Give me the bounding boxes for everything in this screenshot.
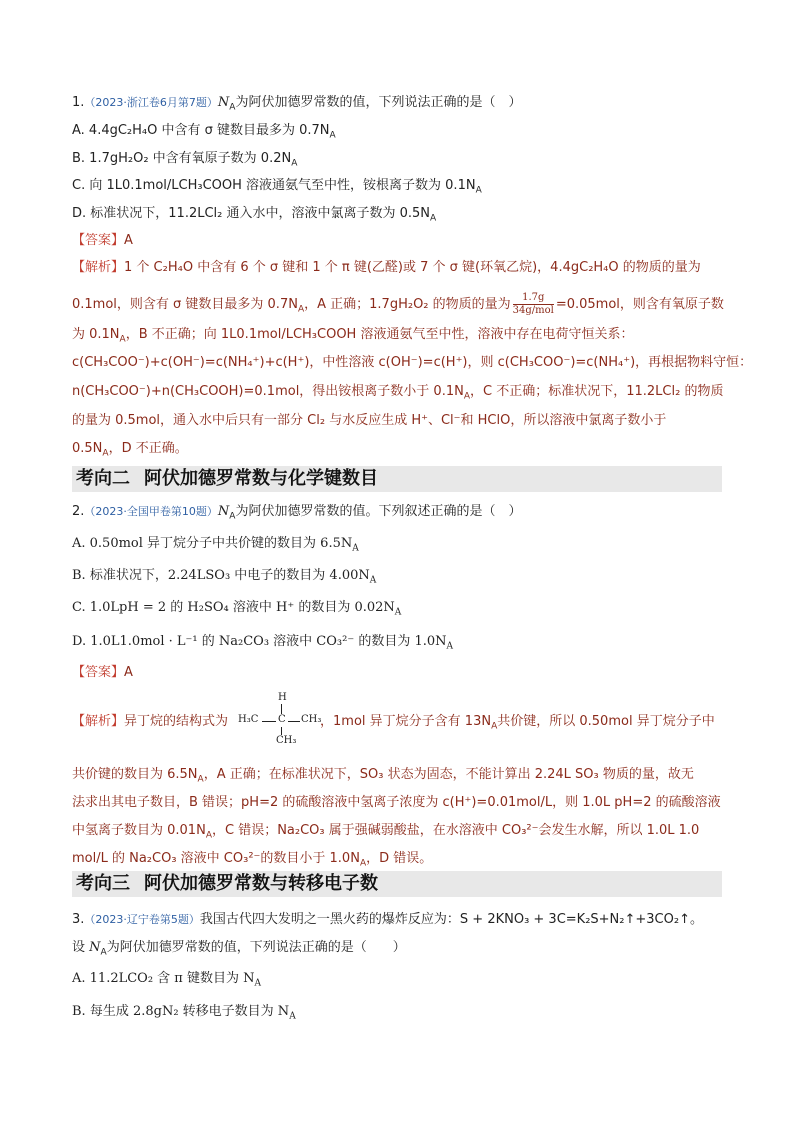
q1-analysis-line-2: 0.1mol，则含有 σ 键数目最多为 $0.7N_A$，A 正确；1.7gH₂O₂ 的物质的量为 $\frac{1.7g}{\text{34g/mol}}$ =0.05mol，则含有氧原子数 xyxy=(72,292,724,316)
q1-analysis-line-4: c(CH₃COO⁻)+c(OH⁻)=c(NH₄⁺)+c(H⁺)，中性溶液 c(OH⁻)=c(H⁺)，则 c(CH₃COO⁻)=c(NH₄⁺)，再根据物料守恒： xyxy=(72,355,753,370)
q2-analysis-line-5: mol/L 的 Na₂CO₃ 溶液中 CO₃²⁻的数目小于 $1.0N_A$，D 错误。 xyxy=(72,851,433,869)
q1-analysis-line-5: n(CH₃COO⁻)+n(CH₃COOH)=0.1mol，得出铵根离子数小于 $0.1N_A$，C 不正确；标准状况下，11.2LCl₂ 的物质 xyxy=(72,384,724,402)
q2-analysis-line-2: 共价键的数目为 $6.5N_A$，A 正确；在标准状况下，SO₃ 状态为固态，不能计算出 2.24L SO₃ 物质的量，故无 xyxy=(72,767,694,785)
mass-over-molar-mass-fraction: $\frac{1.7g}{\text{34g/mol}}$ xyxy=(512,292,554,316)
q1-option-c: C. 向 1L0.1mol/LCH₃COOH 溶液通氨气至中性，铵根离子数为 $0.1N_A$ xyxy=(72,178,482,196)
section-heading-2: 考向二 阿伏加德罗常数与化学键数目 xyxy=(72,466,722,492)
q2-analysis-line-3: 法求出其电子数目，B 错误；pH=2 的硫酸溶液中氢离子浓度为 c(H⁺)=0.01mol/L，则 1.0L pH=2 的硫酸溶液 xyxy=(72,795,721,810)
q1-option-a: A. 4.4gC₂H₄O 中含有 σ 键数目最多为 $0.7N_A$ xyxy=(72,123,336,141)
q3-option-b: B. 每生成 2.8gN₂ 转移电子数目为 $N_A$ xyxy=(72,1004,296,1022)
q1-answer: 【答案】A xyxy=(72,233,133,248)
q1-analysis-line-6: 的量为 0.5mol，通入水中后只有一部分 Cl₂ 与水反应生成 H⁺、Cl⁻和 HClO，所以溶液中氯离子数小于 xyxy=(72,413,667,428)
q3-option-a: A. 11.2LCO₂ 含 π 键数目为 $N_A$ xyxy=(72,971,261,989)
q1-analysis-line-7: $0.5N_A$，D 不正确。 xyxy=(72,441,188,459)
q2-stem: 2.（2023·全国甲卷第10题）$N_A$为阿伏加德罗常数的值。下列叙述正确的是（ ） xyxy=(72,504,522,522)
q2-option-a: A. 0.50mol 异丁烷分子中共价键的数目为 $6.5N_A$ xyxy=(72,536,359,554)
q2-option-b: B. 标准状况下，2.24LSO₃ 中电子的数目为 $4.00N_A$ xyxy=(72,568,377,586)
section-heading-3: 考向三 阿伏加德罗常数与转移电子数 xyxy=(72,871,722,897)
q3-stem-line-1: 3.（2023·辽宁卷第5题）我国古代四大发明之一黑火药的爆炸反应为：S + 2KNO₃ + 3C=K₂S+N₂↑+3CO₂↑。 xyxy=(72,912,703,927)
q2-analysis-line-1: 【解析】异丁烷的结构式为 ，1mol 异丁烷分子含有 $13N_A$共价键，所以 0.50mol 异丁烷分子中 xyxy=(72,714,715,732)
q2-option-c: C. 1.0LpH = 2 的 H₂SO₄ 溶液中 H⁺ 的数目为 $0.02N_A$ xyxy=(72,600,402,618)
q1-analysis-line-3: 为 $0.1N_A$，B 不正确；向 1L0.1mol/LCH₃COOH 溶液通氨气至中性，溶液中存在电荷守恒关系： xyxy=(72,327,634,345)
q3-source: （2023·辽宁卷第5题） xyxy=(84,913,200,926)
q3-stem-line-2: 设 $N_A$为阿伏加德罗常数的值，下列说法正确的是（ ） xyxy=(72,940,406,958)
isobutane-structure-diagram: H H₃C C CH₃ CH₃ xyxy=(238,692,322,746)
q2-answer: 【答案】A xyxy=(72,665,133,680)
q1-option-d: D. 标准状况下，11.2LCl₂ 通入水中，溶液中氯离子数为 $0.5N_A$ xyxy=(72,206,437,224)
q1-source: （2023·浙江卷6月第7题） xyxy=(84,96,218,109)
q2-option-d: D. 1.0L1.0mol · L⁻¹ 的 Na₂CO₃ 溶液中 CO₃²⁻ 的数目为 $1.0N_A$ xyxy=(72,634,454,652)
q2-source: （2023·全国甲卷第10题） xyxy=(84,505,218,518)
q2-analysis-line-4: 中氢离子数目为 $0.01N_A$，C 错误；Na₂CO₃ 属于强碱弱酸盐，在水溶液中 CO₃²⁻会发生水解，所以 1.0L 1.0 xyxy=(72,823,700,841)
q1-analysis-line-1: 【解析】1 个 C₂H₄O 中含有 6 个 σ 键和 1 个 π 键(乙醛)或 7 个 σ 键(环氧乙烷)，4.4gC₂H₄O 的物质的量为 xyxy=(72,260,701,275)
q1-stem: 1.（2023·浙江卷6月第7题）$N_A$为阿伏加德罗常数的值，下列说法正确的是（ ） xyxy=(72,95,522,113)
q1-option-b: B. 1.7gH₂O₂ 中含有氧原子数为 $0.2N_A$ xyxy=(72,151,298,169)
